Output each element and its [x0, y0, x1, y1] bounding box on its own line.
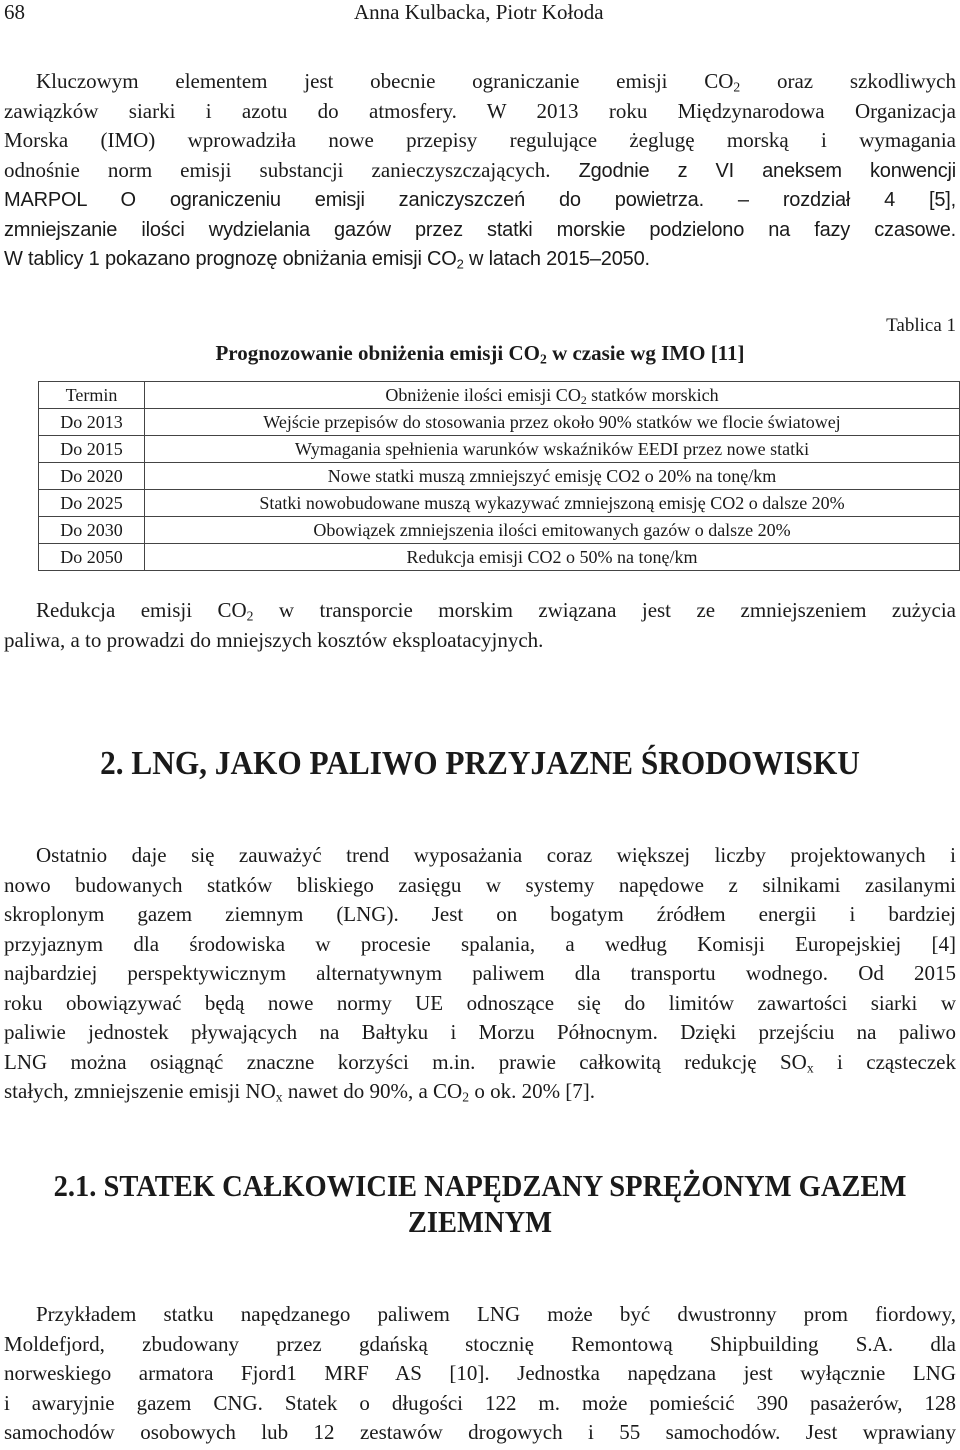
subsection-heading-line-2: ZIEMNYM: [407, 1204, 553, 1239]
paragraph-line: norweskiego armatora Fjord1 MRF AS [10]. Jednostka napędzana jest wyłącznie LNG: [4, 1361, 956, 1385]
paragraph-line: i awaryjnie gazem CNG. Statek o długości 122 m. może pomieścić 390 pasażerów, 128: [4, 1390, 956, 1415]
page-number: 68: [4, 0, 25, 24]
term-cell: Do 2025: [39, 490, 145, 517]
subsection-heading-line-1: 2.1. STATEK CAŁKOWICIE NAPĘDZANY SPRĘŻONYM GAZEM: [53, 1168, 907, 1203]
description-cell: Wejście przepisów do stosowania przez około 90% statków we flocie światowej: [145, 409, 960, 436]
term-cell: Do 2020: [39, 463, 145, 490]
term-cell: Do 2013: [39, 409, 145, 436]
description-cell: Nowe statki muszą zmniejszyć emisję CO2 o 20% na tonę/km: [145, 463, 960, 490]
table-row: [39, 409, 960, 436]
description-cell: Statki nowobudowane muszą wykazywać zmniejszoną emisję CO2 o dalsze 20%: [145, 490, 960, 517]
paragraph-line: LNG można osiągnąć znaczne korzyści m.in. prawie całkowitą redukcję $SO_x$ i cząsteczek: [4, 1049, 956, 1075]
running-head-authors: Anna Kulbacka, Piotr Kołoda: [354, 0, 604, 24]
paragraph-line: Kluczowym elementem jest obecnie ograniczanie emisji $CO_2$ oraz szkodliwych: [36, 69, 956, 95]
term-cell: Do 2050: [39, 544, 145, 571]
paragraph-line: stałych, zmniejszenie emisji $NO_x$ nawet do 90%, a $CO_2$ o ok. 20% [7].: [4, 1079, 596, 1105]
paragraph-line: paliwa, a to prowadzi do mniejszych kosztów eksploatacyjnych.: [4, 627, 544, 652]
table-row: [39, 544, 960, 571]
ferry-paragraph: [4, 1300, 956, 1448]
paragraph-line: Ostatnio daje się zauważyć trend wyposażania coraz większej liczby projektowanych i: [36, 843, 956, 867]
paragraph-line: MARPOL O ograniczeniu emisji zaniczyszczeń do powietrza. – rozdział 4 [5],: [4, 189, 956, 211]
intro-paragraph: [4, 67, 956, 275]
reduction-paragraph: [4, 596, 956, 655]
paragraph-line: samochodów osobowych lub 12 zestawów drogowych i 55 samochodów. Jest wprawiany: [4, 1420, 956, 1444]
table-row: [39, 517, 960, 544]
header-cell-term: Termin: [39, 382, 145, 409]
table-header-row: [39, 382, 960, 409]
lng-paragraph: [4, 841, 956, 1107]
header-cell-reduction: Obniżenie ilości emisji $CO_2$ statków morskich: [145, 382, 960, 409]
page-header: [0, 0, 960, 26]
section-heading: 2. LNG, JAKO PALIWO PRZYJAZNE ŚRODOWISKU: [100, 745, 860, 782]
paragraph-line: Moldefjord, zbudowany przez gdańską stocznię Remontową Shipbuilding S.A. dla: [4, 1331, 956, 1356]
paragraph-line: Przykładem statku napędzanego paliwem LNG może być dwustronny prom fiordowy,: [36, 1302, 956, 1326]
paragraph-line: odnośnie norm emisji substancji zanieczyszczających. Zgodnie z VI aneksem konwencji: [4, 157, 957, 182]
paragraph-line: Morska (IMO) wprowadziła nowe przepisy regulujące żeglugę morską i wymagania: [4, 128, 956, 152]
paragraph-line: skroplonym gazem ziemnym (LNG). Jest on bogatym źródłem energii i bardziej: [4, 902, 956, 926]
table-row: [39, 436, 960, 463]
term-cell: Do 2015: [39, 436, 145, 463]
paragraph-line: Redukcja emisji $CO_2$ w transporcie morskim związana jest ze zmniejszeniem zużycia: [36, 598, 956, 624]
paragraph-line: roku obowiązywać będą nowe normy UE odnoszące się do limitów zawartości siarki w: [4, 990, 956, 1015]
paragraph-line: W tablicy 1 pokazano prognozę obniżania emisji $CO_2$ w latach 2015–2050.: [4, 248, 650, 272]
paragraph-line: zmniejszanie ilości wydzielania gazów przez statki morskie podzielono na fazy czasowe.: [4, 218, 956, 241]
emissions-table: [38, 381, 960, 571]
table-row: [39, 463, 960, 490]
table-label: Tablica 1: [886, 315, 956, 336]
subsection-heading: [38, 1168, 921, 1240]
paragraph-line: nowo budowanych statków bliskiego zasięgu w systemy napędowe z silnikami zasilanymi: [4, 872, 956, 897]
paragraph-line: przyjaznym dla środowiska w procesie spalania, a według Komisji Europejskiej [4]: [4, 931, 956, 956]
description-cell: Redukcja emisji CO2 o 50% na tonę/km: [145, 544, 960, 571]
paragraph-line: zawiązków siarki i azotu do atmosfery. W 2013 roku Międzynarodowa Organizacja: [4, 98, 956, 123]
paragraph-line: paliwie jednostek pływających na Bałtyku i Morzu Północnym. Dzięki przejściu na paliwo: [4, 1020, 956, 1044]
table-row: [39, 490, 960, 517]
term-cell: Do 2030: [39, 517, 145, 544]
description-cell: Obowiązek zmniejszenia ilości emitowanych gazów o dalsze 20%: [145, 517, 960, 544]
table-title: Prognozowanie obniżenia emisji $CO_2$ w czasie wg IMO [11]: [215, 341, 745, 367]
paragraph-line: najbardziej perspektywicznym alternatywnym paliwem dla transportu wodnego. Od 2015: [4, 961, 956, 985]
description-cell: Wymagania spełnienia warunków wskaźników EEDI przez nowe statki: [145, 436, 960, 463]
